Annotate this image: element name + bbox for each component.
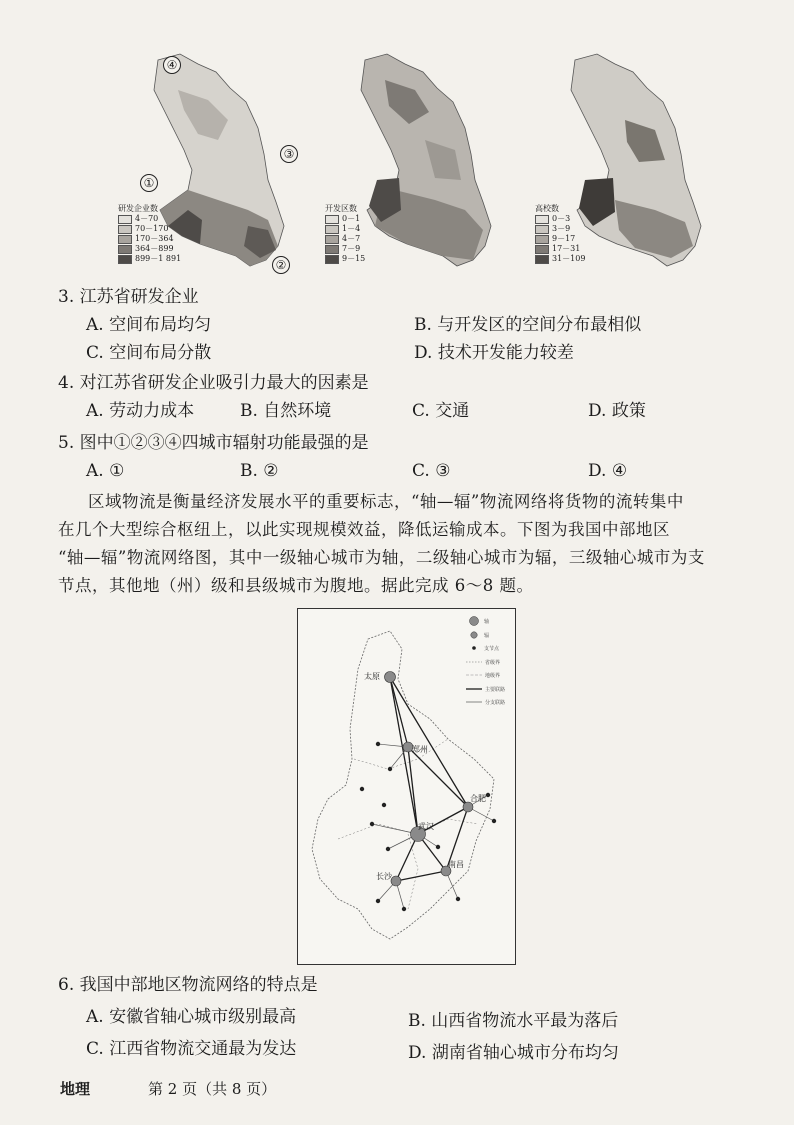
legend-item: 0－1 (342, 214, 361, 223)
passage-line-1: 区域物流是衡量经济发展水平的重要标志，“轴—辐”物流网络将货物的流转集中 (88, 492, 684, 511)
legend-item: 4－70 (135, 214, 159, 223)
city-nanchang: 南昌 (448, 860, 464, 869)
legend-province-border: 省级界 (485, 660, 501, 666)
legend-item: 7－9 (342, 244, 361, 253)
q3-option-a: A. 空间布局均匀 (86, 315, 212, 335)
legend-item: 3－9 (552, 224, 571, 233)
q5-option-c: C. ③ (412, 461, 451, 481)
passage-line-3: “轴—辐”物流网络图，其中一级轴心城市为轴，二级轴心城市为辐，三级轴心城市为支 (58, 548, 705, 567)
legend-item: 31－109 (552, 254, 586, 263)
figure-legend (466, 617, 505, 707)
legend-item: 4－7 (342, 234, 361, 243)
legend-item: 9－15 (342, 254, 366, 263)
hub-spoke-network-figure (297, 608, 516, 965)
q6-option-a: A. 安徽省轴心城市级别最高 (86, 1007, 297, 1027)
marker-2: ② (272, 256, 290, 274)
question-3-stem: 3. 江苏省研发企业 (58, 287, 199, 307)
q5-option-d: D. ④ (588, 461, 628, 481)
q6-option-c: C. 江西省物流交通最为发达 (86, 1039, 297, 1059)
legend-item: 17－31 (552, 244, 581, 253)
marker-4: ④ (163, 56, 181, 74)
question-4-stem: 4. 对江苏省研发企业吸引力最大的因素是 (58, 373, 369, 393)
q5-option-b: B. ② (240, 461, 279, 481)
legend-item: 170－364 (135, 234, 174, 243)
legend-title: 开发区数 (325, 204, 357, 213)
city-zhengzhou: 郑州 (412, 745, 428, 754)
city-wuhan: 武汉 (418, 822, 434, 831)
legend-spoke: 辐 (484, 633, 490, 639)
legend-title: 研发企业数 (118, 204, 158, 213)
legend-item: 899－1 891 (135, 254, 182, 263)
q3-option-b: B. 与开发区的空间分布最相似 (414, 315, 642, 335)
legend-item: 0－3 (552, 214, 571, 223)
q6-option-d: D. 湖南省轴心城市分布均匀 (408, 1043, 619, 1063)
footer-subject: 地理 (60, 1080, 91, 1098)
question-5-stem: 5. 图中①②③④四城市辐射功能最强的是 (58, 433, 369, 453)
marker-3: ③ (280, 145, 298, 163)
legend-item: 1－4 (342, 224, 361, 233)
passage-line-2: 在几个大型综合枢纽上，以此实现规模效益，降低运输成本。下图为我国中部地区 (58, 520, 670, 539)
city-changsha: 长沙 (376, 872, 392, 881)
legend-item: 364－899 (135, 244, 174, 253)
q4-option-a: A. 劳动力成本 (86, 401, 195, 421)
legend-main-link: 主要联路 (485, 687, 506, 693)
legend-hub: 轴 (484, 619, 490, 625)
legend-map2 (325, 204, 365, 264)
passage-line-4: 节点，其他地（州）级和县级城市为腹地。据此完成 6～8 题。 (58, 576, 534, 595)
question-6-stem: 6. 我国中部地区物流网络的特点是 (58, 975, 318, 995)
q3-option-c: C. 空间布局分散 (86, 343, 212, 363)
city-taiyuan: 太原 (364, 672, 380, 681)
network-map (298, 609, 515, 964)
q5-option-a: A. ① (86, 461, 125, 481)
footer-page-number: 第 2 页（共 8 页） (148, 1080, 277, 1098)
q4-option-b: B. 自然环境 (240, 401, 332, 421)
city-hefei: 合肥 (470, 794, 486, 803)
legend-branch-link: 分支联路 (485, 700, 506, 706)
legend-item: 70－170 (135, 224, 169, 233)
legend-map3 (535, 204, 585, 264)
legend-node: 支节点 (484, 646, 500, 652)
q6-option-b: B. 山西省物流水平最为落后 (408, 1011, 619, 1031)
marker-1: ① (140, 174, 158, 192)
legend-map1 (118, 204, 181, 264)
q3-option-d: D. 技术开发能力较差 (414, 343, 574, 363)
q4-option-c: C. 交通 (412, 401, 470, 421)
legend-prefecture-border: 地级界 (485, 673, 501, 679)
q4-option-d: D. 政策 (588, 401, 646, 421)
legend-item: 9－17 (552, 234, 576, 243)
legend-title: 高校数 (535, 204, 559, 213)
